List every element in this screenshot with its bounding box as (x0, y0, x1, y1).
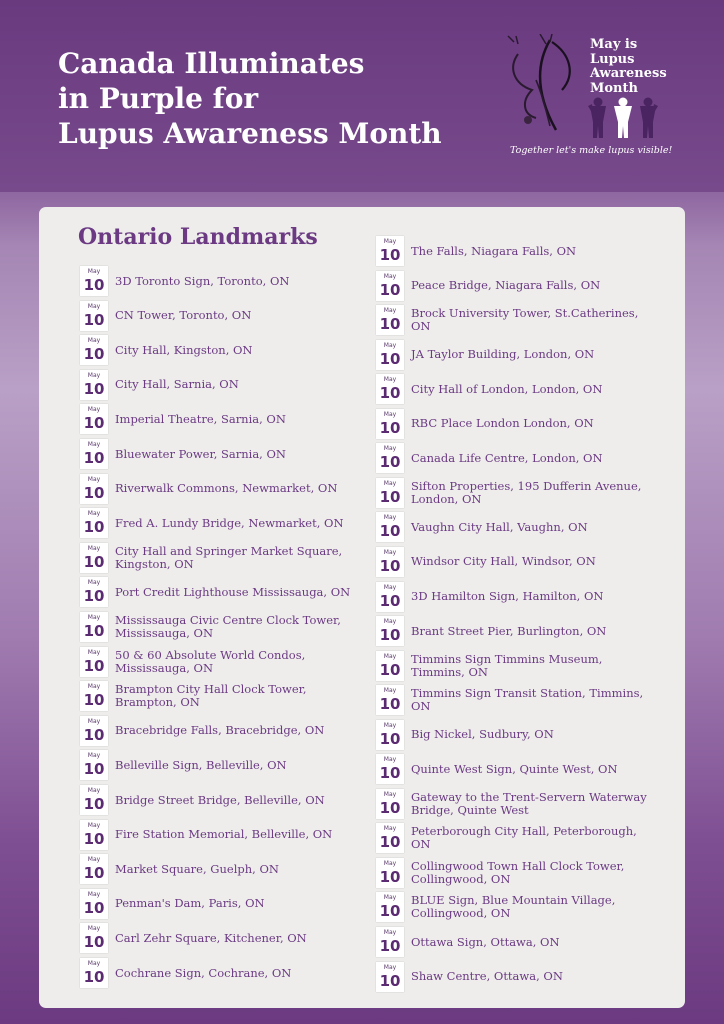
date-badge (376, 443, 404, 473)
date-badge (80, 889, 108, 919)
landmark-name: Vaughn City Hall, Vaughn, ON (411, 519, 588, 534)
landmark-name: Collingwood Town Hall Clock Tower, Collingwood, ON (411, 858, 625, 886)
landmark-name: BLUE Sign, Blue Mountain Village, Collingwood, ON (411, 893, 616, 921)
date-badge (376, 927, 404, 957)
date-badge-day: 10 (379, 453, 401, 472)
date-badge-day: 10 (379, 798, 401, 817)
date-badge-month: May (87, 856, 101, 864)
title-line: Canada Illuminates (58, 47, 365, 80)
landmark-name: City Hall, Kingston, ON (115, 342, 253, 357)
date-badge (376, 374, 404, 404)
date-badge (376, 547, 404, 577)
date-badge-day: 10 (83, 379, 105, 398)
landmark-name: City Hall of London, London, ON (411, 381, 603, 396)
logo-line: Lupus (590, 51, 635, 67)
landmark-name: Brampton City Hall Clock Tower, Brampton, ON (115, 682, 307, 710)
date-badge-day: 10 (379, 695, 401, 714)
date-badge-month: May (87, 510, 101, 518)
date-badge-month: May (383, 963, 397, 971)
date-badge-month: May (87, 648, 101, 656)
date-badge (376, 478, 404, 508)
landmark-name: RBC Place London London, ON (411, 416, 594, 431)
date-badge-day: 10 (83, 829, 105, 848)
date-badge-day: 10 (83, 622, 105, 640)
date-badge-month: May (87, 579, 101, 587)
date-badge (80, 923, 108, 953)
date-badge-month: May (87, 787, 101, 794)
date-badge-month: May (87, 614, 101, 621)
date-badge (376, 305, 404, 335)
title-line: in Purple for (58, 82, 259, 115)
date-badge (80, 958, 108, 988)
date-badge-month: May (383, 548, 397, 556)
landmark-name: Big Nickel, Sudbury, ON (411, 727, 554, 742)
date-badge (376, 754, 404, 784)
landmark-name: Cochrane Sign, Cochrane, ON (115, 965, 292, 980)
date-badge-month: May (383, 825, 397, 833)
date-badge-month: May (383, 341, 397, 349)
date-badge-month: May (383, 687, 397, 695)
date-badge (80, 612, 108, 642)
date-badge-day: 10 (379, 902, 401, 921)
title-line: Lupus Awareness Month (58, 117, 442, 150)
landmark-name: Quinte West Sign, Quinte West, ON (411, 761, 618, 776)
date-badge-month: May (383, 583, 397, 591)
landmark-name: City Hall and Springer Market Square, Kingston, ON (115, 543, 343, 571)
date-badge-month: May (383, 721, 397, 729)
date-badge (376, 962, 404, 992)
date-badge-month: May (383, 410, 397, 418)
date-badge-month: May (87, 441, 101, 448)
date-badge-month: May (383, 790, 397, 798)
landmark-name: JA Taylor Building, London, ON (411, 347, 595, 362)
date-badge (376, 616, 404, 646)
date-badge-month: May (87, 752, 101, 760)
date-badge (80, 543, 108, 573)
date-badge-day: 10 (379, 522, 401, 541)
date-badge (376, 340, 404, 370)
date-badge-day: 10 (379, 937, 401, 955)
landmark-name: Timmins Sign Transit Station, Timmins, ON (411, 686, 644, 714)
landmark-name: Shaw Centre, Ottawa, ON (411, 969, 563, 984)
date-badge-day: 10 (379, 556, 401, 575)
date-badge-day: 10 (83, 933, 105, 952)
date-badge (376, 271, 404, 301)
date-badge-month: May (87, 925, 101, 933)
date-badge-day: 10 (379, 660, 401, 679)
date-badge (80, 716, 108, 746)
landmark-name: Peace Bridge, Niagara Falls, ON (411, 278, 601, 293)
landmark-name: Mississauga Civic Centre Clock Tower, Mississauga, ON (115, 613, 341, 640)
date-badge-month: May (87, 544, 101, 552)
section-title: Ontario Landmarks (78, 224, 318, 250)
date-badge-day: 10 (379, 626, 401, 645)
logo-line: May is (590, 37, 638, 52)
date-badge (80, 647, 108, 677)
tagline: Together let's make lupus visible! (510, 145, 673, 156)
date-badge (376, 236, 404, 266)
date-badge-month: May (383, 307, 397, 315)
date-badge (376, 409, 404, 439)
landmark-name: 50 & 60 Absolute World Condos, Mississauga, ON (115, 647, 306, 675)
date-badge-day: 10 (83, 483, 105, 502)
date-badge (80, 577, 108, 607)
date-badge-month: May (87, 371, 101, 379)
date-badge (376, 789, 404, 819)
landmark-name: Port Credit Lighthouse Mississauga, ON (115, 584, 351, 599)
date-badge-day: 10 (379, 315, 401, 334)
date-badge-day: 10 (83, 414, 105, 433)
landmark-name: Carl Zehr Square, Kitchener, ON (115, 930, 307, 945)
date-badge (80, 301, 108, 331)
landmark-name: 3D Hamilton Sign, Hamilton, ON (411, 589, 604, 603)
landmark-name: Sifton Properties, 195 Dufferin Avenue, London, ON (411, 478, 642, 506)
date-badge-day: 10 (83, 552, 105, 571)
landmark-name: Bluewater Power, Sarnia, ON (115, 446, 286, 461)
lupus-awareness-logo (506, 34, 706, 164)
date-badge-month: May (383, 238, 397, 245)
date-badge-day: 10 (83, 725, 105, 744)
landmark-name: The Falls, Niagara Falls, ON (411, 243, 577, 258)
date-badge-day: 10 (83, 518, 105, 537)
date-badge-day: 10 (379, 764, 401, 783)
date-badge-month: May (87, 683, 101, 691)
landmark-name: Brock University Tower, St.Catherines, ON (411, 306, 639, 334)
date-badge-day: 10 (83, 587, 105, 606)
landmark-name: Ottawa Sign, Ottawa, ON (411, 934, 560, 949)
date-badge-month: May (383, 376, 397, 384)
landmark-name: Market Square, Guelph, ON (115, 861, 279, 876)
date-badge-day: 10 (379, 349, 401, 368)
landmark-name: Brant Street Pier, Burlington, ON (411, 623, 607, 638)
date-badge-day: 10 (379, 971, 401, 990)
date-badge (376, 892, 404, 922)
date-badge (80, 854, 108, 884)
date-badge-month: May (87, 406, 101, 414)
date-badge-month: May (87, 717, 101, 725)
date-badge-day: 10 (379, 833, 401, 852)
date-badge-day: 10 (83, 310, 105, 329)
date-badge-day: 10 (83, 656, 105, 675)
landmark-name: Imperial Theatre, Sarnia, ON (115, 411, 286, 426)
date-badge-day: 10 (379, 729, 401, 748)
date-badge-month: May (383, 929, 397, 936)
people-icon (588, 96, 658, 140)
date-badge-month: May (383, 272, 397, 280)
header-banner (0, 0, 724, 192)
landmark-name: Fred A. Lundy Bridge, Newmarket, ON (115, 515, 344, 530)
date-badge (80, 439, 108, 469)
landmark-name: CN Tower, Toronto, ON (115, 308, 252, 323)
landmark-name: Timmins Sign Timmins Museum, Timmins, ON (411, 651, 603, 679)
date-badge (80, 404, 108, 434)
date-badge-day: 10 (83, 864, 105, 883)
date-badge-month: May (383, 756, 397, 764)
date-badge-day: 10 (83, 449, 105, 467)
landmark-name: Windsor City Hall, Windsor, ON (411, 554, 596, 569)
date-badge-day: 10 (83, 898, 105, 917)
landmark-name: 3D Toronto Sign, Toronto, ON (115, 273, 290, 288)
date-badge (80, 750, 108, 780)
date-badge (376, 823, 404, 853)
date-badge-day: 10 (379, 384, 401, 403)
landmark-name: Riverwalk Commons, Newmarket, ON (115, 481, 338, 496)
date-badge-month: May (87, 821, 101, 829)
date-badge-day: 10 (83, 345, 105, 364)
date-badge (80, 785, 108, 815)
date-badge-month: May (383, 894, 397, 902)
date-badge-day: 10 (83, 760, 105, 779)
date-badge-day: 10 (379, 418, 401, 437)
logo-line: Awareness (590, 66, 667, 81)
date-badge-month: May (87, 268, 101, 275)
landmark-name: Peterborough City Hall, Peterborough, ON (411, 824, 637, 852)
landmark-name: Belleville Sign, Belleville, ON (115, 757, 287, 772)
date-badge-day: 10 (379, 280, 401, 299)
landmark-name: City Hall, Sarnia, ON (115, 377, 239, 392)
date-badge-month: May (383, 445, 397, 453)
date-badge (376, 720, 404, 750)
date-badge-day: 10 (83, 795, 105, 813)
date-badge-month: May (87, 475, 101, 483)
date-badge-month: May (87, 337, 101, 345)
date-badge (80, 370, 108, 400)
date-badge (80, 508, 108, 538)
date-badge (376, 685, 404, 715)
landmark-name: Fire Station Memorial, Belleville, ON (115, 827, 333, 842)
date-badge-month: May (383, 514, 397, 522)
date-badge (376, 651, 404, 681)
logo-text (590, 38, 667, 96)
date-badge-month: May (383, 479, 397, 487)
date-badge-month: May (383, 859, 397, 867)
date-badge (80, 474, 108, 504)
date-badge (376, 512, 404, 542)
date-badge (80, 820, 108, 850)
landmark-name: Canada Life Centre, London, ON (411, 450, 603, 465)
date-badge-month: May (87, 960, 101, 967)
page-title (58, 46, 442, 151)
date-badge-day: 10 (83, 968, 105, 986)
date-badge (376, 858, 404, 888)
landmark-name: Penman's Dam, Paris, ON (115, 896, 265, 911)
landmark-name: Bracebridge Falls, Bracebridge, ON (115, 723, 325, 738)
date-badge-day: 10 (379, 487, 401, 506)
date-badge (80, 266, 108, 296)
date-badge-day: 10 (379, 246, 401, 264)
date-badge (376, 582, 404, 612)
date-badge-day: 10 (83, 276, 105, 294)
landmark-name: Gateway to the Trent-Servern Waterway Bridge, Quinte West (411, 789, 647, 817)
date-badge-day: 10 (83, 691, 105, 710)
date-badge-month: May (383, 618, 397, 626)
landmark-name: Bridge Street Bridge, Belleville, ON (115, 792, 325, 807)
date-badge-month: May (87, 302, 101, 310)
date-badge-day: 10 (379, 867, 401, 886)
date-badge-day: 10 (379, 591, 401, 610)
logo-line: Month (590, 80, 638, 96)
date-badge-month: May (87, 890, 101, 898)
date-badge-month: May (383, 652, 397, 660)
date-badge (80, 335, 108, 365)
landmarks-card (39, 207, 685, 1008)
butterfly-icon (506, 34, 596, 142)
date-badge (80, 681, 108, 711)
